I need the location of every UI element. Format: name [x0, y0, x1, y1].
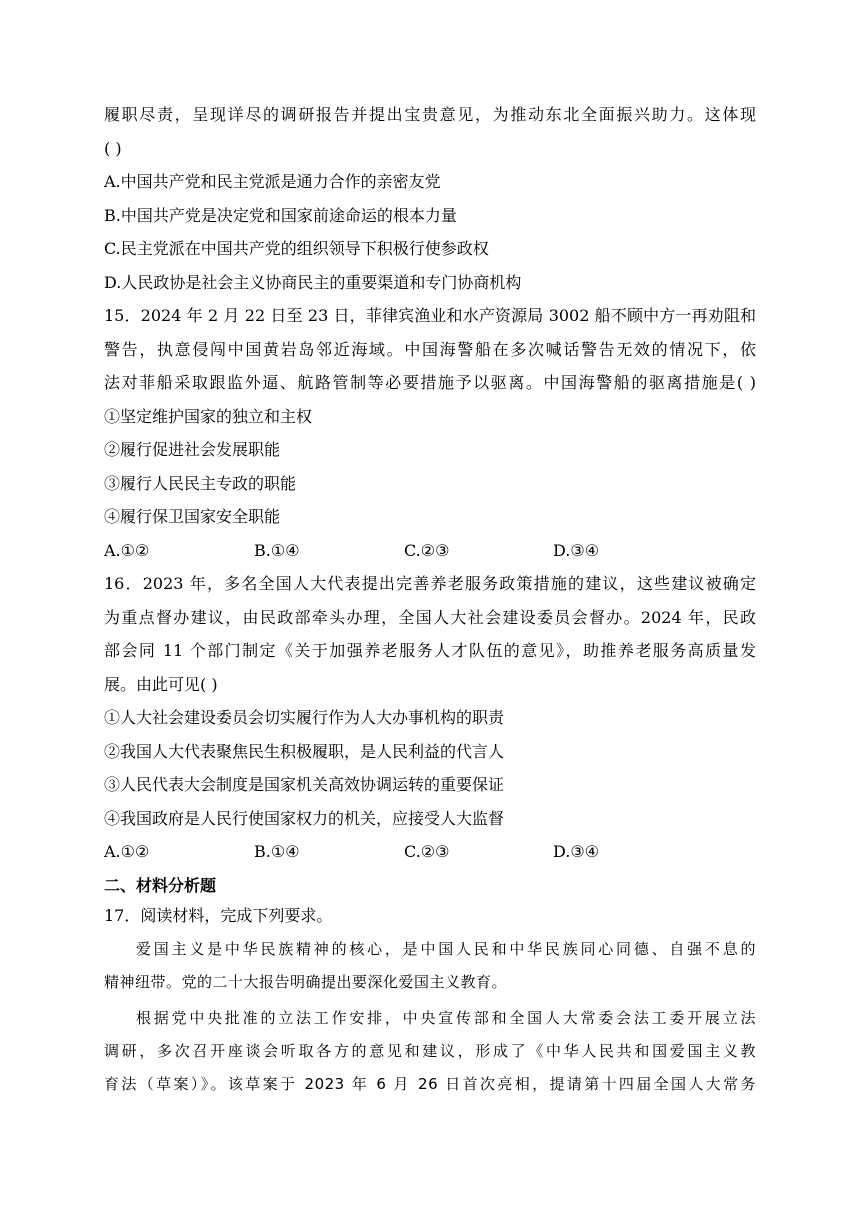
material-paragraph-2-line: 育法（草案）》。该草案于 2023 年 6 月 26 日首次亮相，提请第十四届全国人大常务 [104, 1075, 756, 1093]
question-14-option-b: B.中国共产党是决定党和国家前途命运的根本力量 [104, 206, 457, 225]
question-15-statement-2: ②履行促进社会发展职能 [104, 440, 281, 459]
material-paragraph-1-line: 精神纽带。党的二十大报告明确提出要深化爱国主义教育。 [104, 973, 508, 991]
question-15-statement-1: ①坚定维护国家的独立和主权 [104, 407, 313, 426]
question-16-statement-3: ③人民代表大会制度是国家机关高效协调运转的重要保证 [104, 775, 505, 794]
question-15-stem-line: 15．2024 年 2 月 22 日至 23 日，菲律宾渔业和水产资源局 3002 船不顾中方一再劝阻和 [104, 306, 756, 325]
question-16-statement-1: ①人大社会建设委员会切实履行作为人大办事机构的职责 [104, 708, 505, 727]
question-14-option-c: C.民主党派在中国共产党的组织领导下积极行使参政权 [104, 239, 489, 258]
question-15-statement-3: ③履行人民民主专政的职能 [104, 474, 297, 493]
question-16-statement-4: ④我国政府是人民行使国家权力的机关，应接受人大监督 [104, 809, 505, 828]
question-16-stem-line: 部会同 11 个部门制定《关于加强养老服务人才队伍的意见》，助推养老服务高质量发 [104, 641, 756, 660]
question-14-option-d: D.人民政协是社会主义协商民主的重要渠道和专门协商机构 [104, 273, 522, 292]
question-14-option-a: A.中国共产党和民主党派是通力合作的亲密友党 [104, 172, 441, 191]
material-paragraph-2-line: 调研，多次召开座谈会听取各方的意见和建议，形成了《中华人民共和国爱国主义教 [104, 1042, 756, 1060]
material-paragraph-1-line: 爱国主义是中华民族精神的核心，是中国人民和中华民族同心同德、自强不息的 [136, 940, 756, 958]
question-16-choice-d: D.③④ [553, 842, 600, 861]
question-15-stem-line: 法对菲船采取跟监外逼、航路管制等必要措施予以驱离。中国海警船的驱离措施是( ) [104, 373, 756, 392]
question-16-stem-line: 为重点督办建议，由民政部牵头办理，全国人大社会建设委员会督办。2024 年，民政 [104, 608, 756, 627]
question-15-statement-4: ④履行保卫国家安全职能 [104, 507, 281, 526]
question-14-answer-bracket: ( ) [104, 139, 122, 158]
question-15-choice-b: B.①④ [254, 541, 300, 560]
section-heading: 二、材料分析题 [104, 876, 217, 895]
question-15-stem-line: 警告，执意侵闯中国黄岩岛邻近海域。中国海警船在多次喊话警告无效的情况下，依 [104, 340, 756, 359]
question-16-choice-c: C.②③ [404, 842, 450, 861]
question-15-choice-c: C.②③ [404, 541, 450, 560]
question-16-choices [104, 842, 756, 862]
question-16-choice-a: A.①② [104, 842, 150, 861]
question-16-stem-line: 16．2023 年，多名全国人大代表提出完善养老服务政策措施的建议，这些建议被确定 [104, 574, 756, 593]
question-16-choice-b: B.①④ [254, 842, 300, 861]
question-17-intro: 17．阅读材料，完成下列要求。 [104, 906, 333, 925]
question-16-stem-line: 展。由此可见( ) [104, 675, 218, 694]
question-15-choice-d: D.③④ [553, 541, 600, 560]
question-16-statement-2: ②我国人大代表聚焦民生积极履职，是人民利益的代言人 [104, 742, 505, 761]
material-paragraph-2-line: 根据党中央批准的立法工作安排，中央宣传部和全国人大常委会法工委开展立法 [136, 1009, 756, 1027]
question-14-stem-line: 履职尽责，呈现详尽的调研报告并提出宝贵意见，为推动东北全面振兴助力。这体现 [104, 105, 756, 124]
question-15-choice-a: A.①② [104, 541, 150, 560]
question-15-choices [104, 541, 756, 561]
